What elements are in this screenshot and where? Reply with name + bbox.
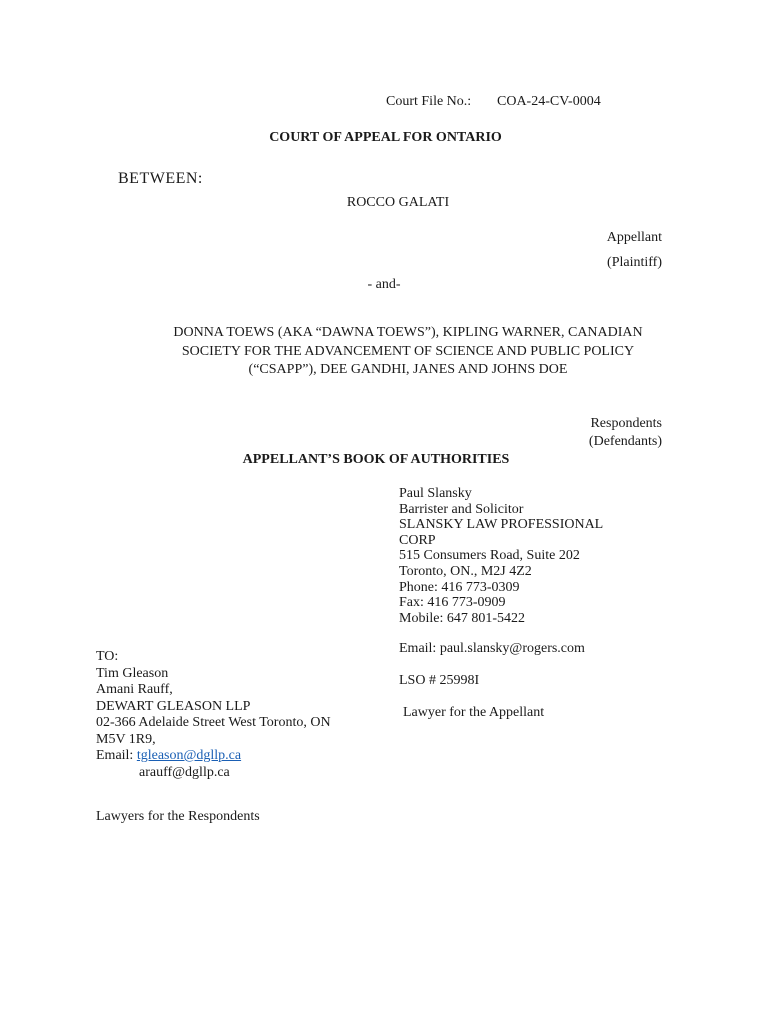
appellant-counsel-address2: Toronto, ON., M2J 4Z2 [399,563,532,579]
document-title: APPELLANT’S BOOK OF AUTHORITIES [242,452,510,467]
appellant-counsel-email: Email: paul.slansky@rogers.com [399,641,585,656]
appellant-counsel-fax: Fax: 416 773-0909 [399,595,506,611]
appellant-counsel-address1: 515 Consumers Road, Suite 202 [399,548,580,564]
respondent-counsel-firm: DEWART GLEASON LLP [96,698,251,714]
appellant-role: Appellant [606,230,662,245]
appellant-name: ROCCO GALATI [346,195,450,210]
respondent-counsel-email-line [96,748,331,765]
appellant-counsel-block [399,486,603,626]
respondent-counsel-name1: Tim Gleason [96,665,169,681]
respondent-counsel-email-label: Email: [96,748,137,763]
respondent-counsel-block [96,649,331,781]
court-name: COURT OF APPEAL FOR ONTARIO [269,130,502,145]
respondent-counsel-email1-link[interactable]: tgleason@dgllp.ca [136,748,242,763]
respondent-counsel-role: Lawyers for the Respondents [96,809,260,824]
appellant-counsel-name: Paul Slansky [399,486,472,501]
respondent-counsel-email2: arauff@dgllp.ca [139,764,230,780]
and-separator: - and- [367,277,401,292]
respondents-subrole: (Defendants) [588,434,662,449]
appellant-counsel-title: Barrister and Solicitor [399,501,524,517]
appellant-counsel-firm-line1: SLANSKY LAW PROFESSIONAL [399,517,604,533]
court-file-number: COA-24-CV-0004 [497,94,601,109]
respondent-counsel-name2: Amani Rauff, [96,682,173,697]
respondent-counsel-address2: M5V 1R9, [96,731,156,747]
respondent-counsel-address1: 02-366 Adelaide Street West Toronto, ON [96,715,331,730]
appellant-counsel-firm-line2: CORP [399,532,436,548]
court-file-label: Court File No.: [386,94,472,109]
respondents-role: Respondents [590,416,662,431]
between-label: BETWEEN: [118,170,203,187]
to-label: TO: [96,649,119,664]
appellant-subrole: (Plaintiff) [607,255,662,270]
appellant-counsel-role: Lawyer for the Appellant [403,705,545,720]
appellant-counsel-phone: Phone: 416 773-0309 [399,579,520,595]
respondents-line-1: DONNA TOEWS (AKA “DAWNA TOEWS”), KIPLING WARNER, CANADIAN [173,325,643,340]
respondents-line-3: (“CSAPP”), DEE GANDHI, JANES AND JOHNS DOE [248,362,568,377]
appellant-counsel-lso: LSO # 25998I [399,673,480,688]
appellant-counsel-mobile: Mobile: 647 801-5422 [399,610,525,626]
respondents-line-2: SOCIETY FOR THE ADVANCEMENT OF SCIENCE AND PUBLIC POLICY [181,344,635,359]
